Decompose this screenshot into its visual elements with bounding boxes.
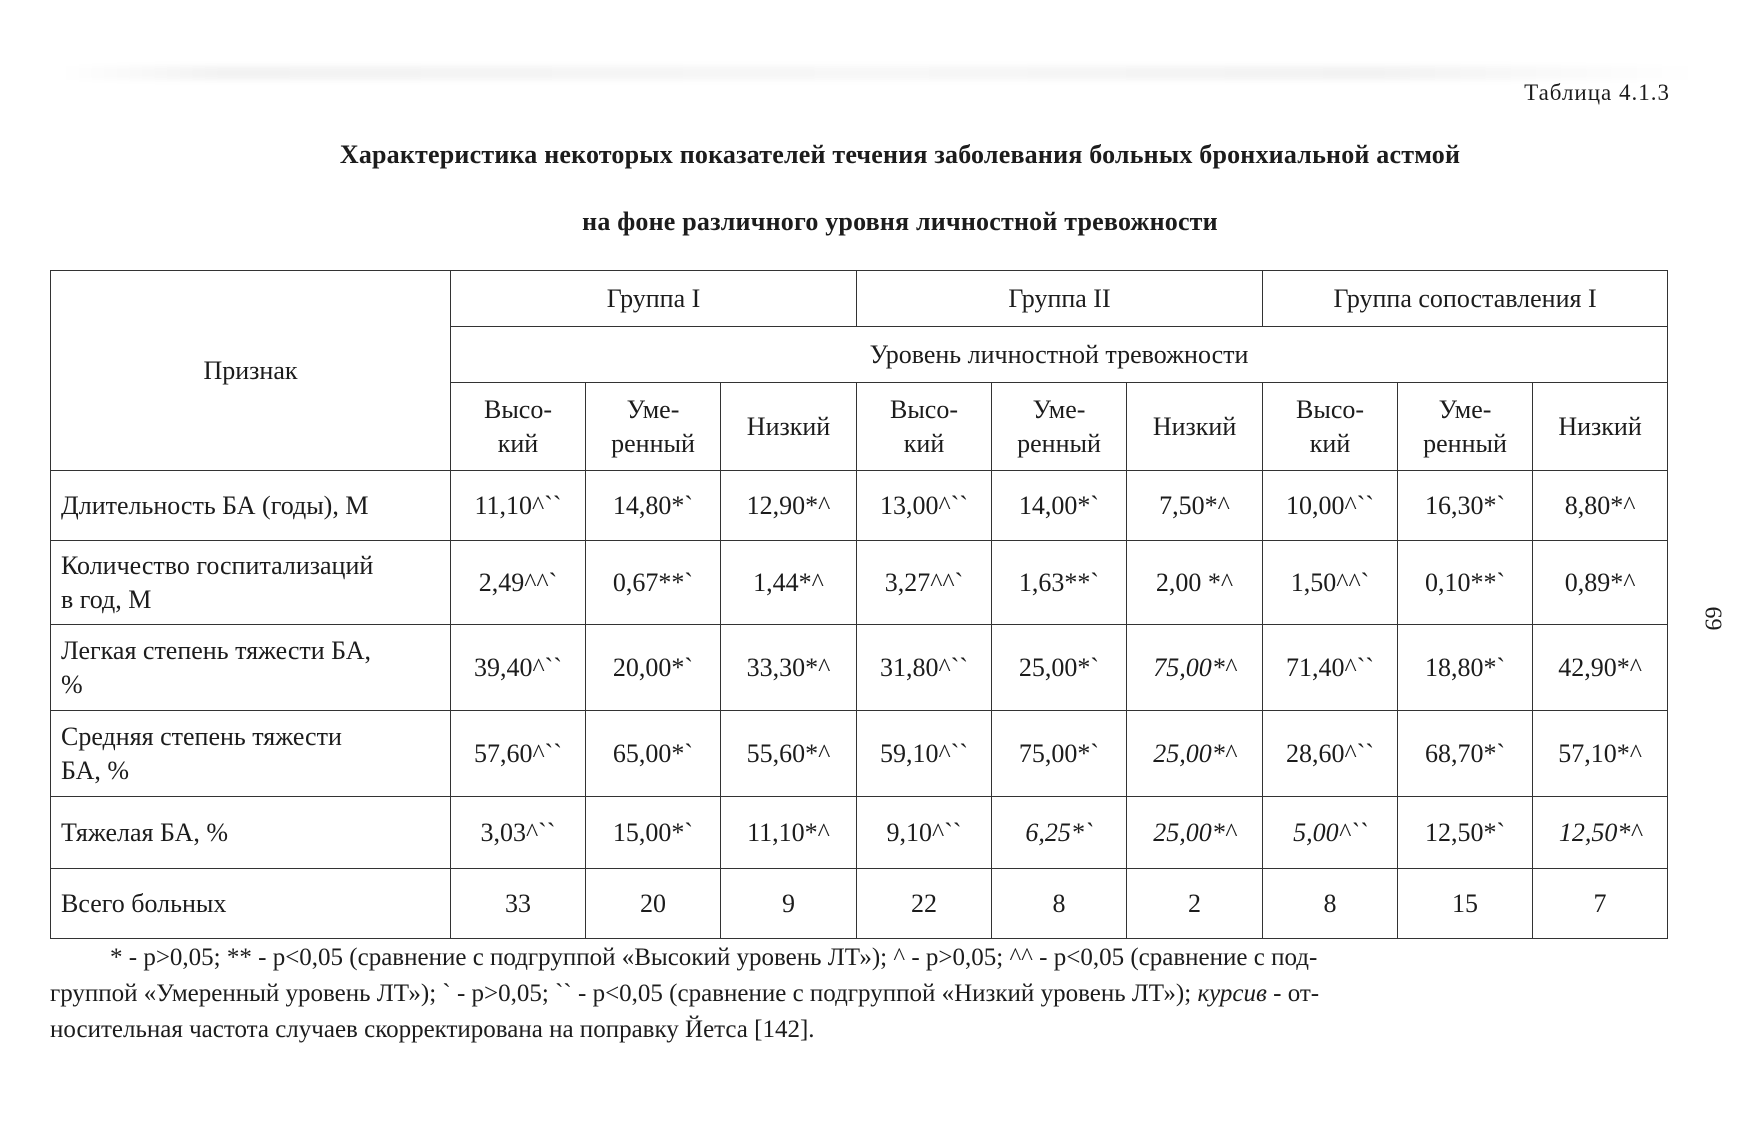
table-cell: 7 [1533, 869, 1668, 939]
table-cell: 75,00*^ [1127, 625, 1263, 711]
table-cell: 31,80^`` [857, 625, 992, 711]
table-cell: 3,03^`` [451, 797, 586, 869]
header-subgroup: Уме- ренный [992, 383, 1127, 471]
table-cell: 12,50*^ [1533, 797, 1668, 869]
header-subgroup: Низкий [1533, 383, 1668, 471]
header-row-groups [51, 271, 1668, 327]
table-cell: 59,10^`` [857, 711, 992, 797]
table-cell: 0,10**` [1398, 541, 1533, 625]
footnote [50, 940, 1660, 1048]
table-cell: 20 [586, 869, 721, 939]
table-cell: 13,00^`` [857, 471, 992, 541]
footnote-line-2: группой «Умеренный уровень ЛТ»); ` - p>0,05; `` - p<0,05 (сравнение с подгруппой «Низкий уровень ЛТ»); курсив - от- [50, 980, 1320, 1007]
table-cell: 16,30*` [1398, 471, 1533, 541]
table-cell: 33,30*^ [721, 625, 857, 711]
table-cell: 25,00*` [992, 625, 1127, 711]
table-cell: 25,00*^ [1127, 797, 1263, 869]
table-cell: 12,90*^ [721, 471, 857, 541]
table-cell: 11,10*^ [721, 797, 857, 869]
table-cell: 71,40^`` [1263, 625, 1398, 711]
table-cell: 3,27^^` [857, 541, 992, 625]
table-number: Таблица 4.1.3 [1524, 80, 1670, 105]
data-table [50, 270, 1668, 939]
table-cell: 14,00*` [992, 471, 1127, 541]
table-cell: 2 [1127, 869, 1263, 939]
header-subgroup: Высо- кий [451, 383, 586, 471]
table-cell: 6,25*` [992, 797, 1127, 869]
table-title-line-2: на фоне различного уровня личностной тревожности [582, 207, 1218, 236]
row-label: Длительность БА (годы), М [51, 471, 451, 541]
header-group-2: Группа II [857, 271, 1263, 327]
table-cell: 9 [721, 869, 857, 939]
table-row [51, 869, 1668, 939]
header-subgroup: Низкий [721, 383, 857, 471]
row-label: Всего больных [51, 869, 451, 939]
table-cell: 2,00 *^ [1127, 541, 1263, 625]
table-cell: 0,67**` [586, 541, 721, 625]
table-row [51, 541, 1668, 625]
table-cell: 57,60^`` [451, 711, 586, 797]
table-row [51, 625, 1668, 711]
row-label: Средняя степень тяжести БА, % [51, 711, 451, 797]
table-cell: 1,44*^ [721, 541, 857, 625]
header-group-1: Группа I [451, 271, 857, 327]
table-cell: 15 [1398, 869, 1533, 939]
table-row [51, 471, 1668, 541]
row-label: Количество госпитализаций в год, М [51, 541, 451, 625]
table-cell: 5,00^`` [1263, 797, 1398, 869]
table-cell: 33 [451, 869, 586, 939]
table-cell: 12,50*` [1398, 797, 1533, 869]
page-number: 69 [1699, 606, 1726, 631]
table-cell: 8 [992, 869, 1127, 939]
table-cell: 1,63**` [992, 541, 1127, 625]
table-row [51, 711, 1668, 797]
table-cell: 15,00*` [586, 797, 721, 869]
footnote-line-1: * - p>0,05; ** - p<0,05 (сравнение с подгруппой «Высокий уровень ЛТ»); ^ - p>0,05; ^^ - p<0,05 (сравнение с под- [110, 944, 1318, 971]
row-label: Легкая степень тяжести БА, % [51, 625, 451, 711]
table-cell: 1,50^^` [1263, 541, 1398, 625]
table-row [51, 797, 1668, 869]
scan-artifact [60, 66, 1700, 80]
header-feature: Признак [51, 271, 451, 471]
table-cell: 57,10*^ [1533, 711, 1668, 797]
table-cell: 14,80*` [586, 471, 721, 541]
table-cell: 22 [857, 869, 992, 939]
table-cell: 10,00^`` [1263, 471, 1398, 541]
table-title-line-1: Характеристика некоторых показателей течения заболевания больных бронхиальной астмой [339, 140, 1461, 169]
header-subgroup: Уме- ренный [586, 383, 721, 471]
header-subgroup: Уме- ренный [1398, 383, 1533, 471]
table-cell: 18,80*` [1398, 625, 1533, 711]
header-subgroup: Низкий [1127, 383, 1263, 471]
table-cell: 7,50*^ [1127, 471, 1263, 541]
table-cell: 25,00*^ [1127, 711, 1263, 797]
table-cell: 11,10^`` [451, 471, 586, 541]
table-cell: 9,10^`` [857, 797, 992, 869]
table-cell: 68,70*` [1398, 711, 1533, 797]
table-cell: 20,00*` [586, 625, 721, 711]
header-group-comparison: Группа сопоставления I [1263, 271, 1668, 327]
table-cell: 65,00*` [586, 711, 721, 797]
table-cell: 28,60^`` [1263, 711, 1398, 797]
table-cell: 2,49^^` [451, 541, 586, 625]
table-cell: 39,40^`` [451, 625, 586, 711]
table-cell: 42,90*^ [1533, 625, 1668, 711]
header-subgroup: Высо- кий [857, 383, 992, 471]
footnote-line-3: носительная частота случаев скорректирована на поправку Йетса [142]. [50, 1016, 815, 1043]
header-anxiety-level: Уровень личностной тревожности [451, 327, 1668, 383]
table-cell: 0,89*^ [1533, 541, 1668, 625]
header-subgroup: Высо- кий [1263, 383, 1398, 471]
row-label: Тяжелая БА, % [51, 797, 451, 869]
table-cell: 8 [1263, 869, 1398, 939]
table-cell: 55,60*^ [721, 711, 857, 797]
table-cell: 8,80*^ [1533, 471, 1668, 541]
table-cell: 75,00*` [992, 711, 1127, 797]
